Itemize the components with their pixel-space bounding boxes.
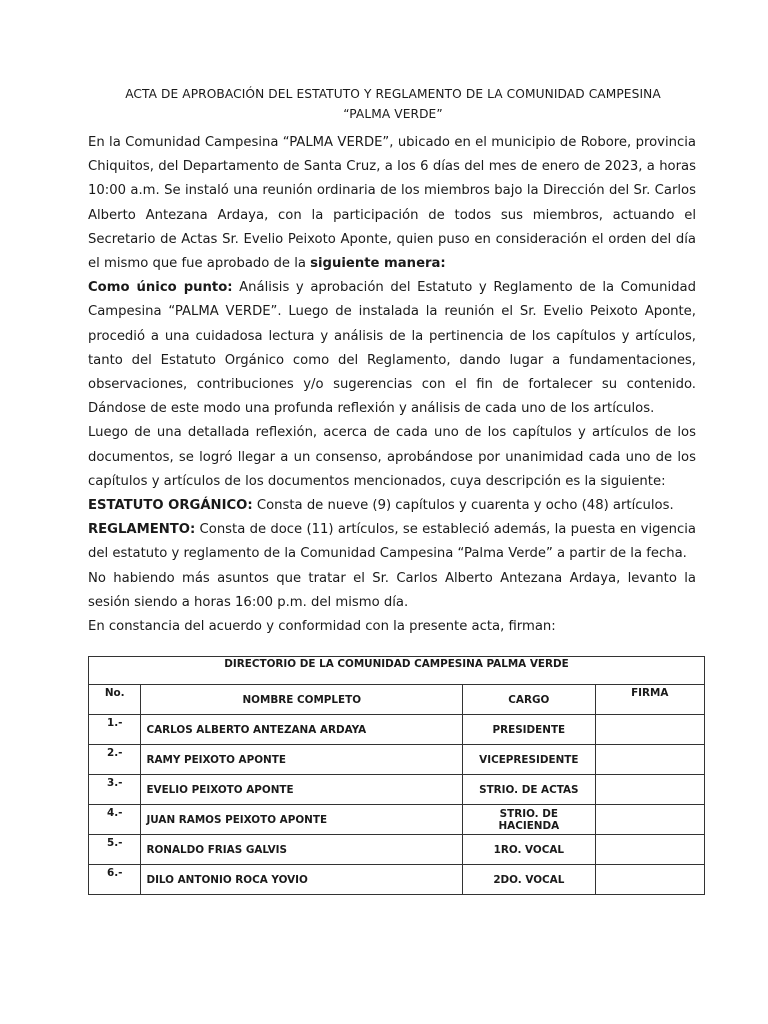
row-name: DILO ANTONIO ROCA YOVIO [141,865,463,895]
row-firma [595,835,704,865]
paragraph-estatuto [88,494,696,518]
paragraph-reglamento [88,518,696,566]
row-firma [595,745,704,775]
row-cargo: 2DO. VOCAL [463,865,595,895]
directorio-table [88,656,705,895]
table-row [89,745,705,775]
column-cargo: CARGO [463,685,595,715]
table-row [89,865,705,895]
row-name: RAMY PEIXOTO APONTE [141,745,463,775]
table-header: DIRECTORIO DE LA COMUNIDAD CAMPESINA PALMA VERDE [89,657,705,685]
table-row [89,835,705,865]
row-no: 3.- [89,775,141,805]
column-nombre: NOMBRE COMPLETO [141,685,463,715]
row-name: JUAN RAMOS PEIXOTO APONTE [141,805,463,835]
row-firma [595,715,704,745]
row-cargo: 1RO. VOCAL [463,835,595,865]
column-firma: FIRMA [595,685,704,715]
paragraph-signatures-intro: En constancia del acuerdo y conformidad con la presente acta, firman: [88,619,556,635]
row-cargo: VICEPRESIDENTE [463,745,595,775]
row-name: CARLOS ALBERTO ANTEZANA ARDAYA [141,715,463,745]
row-no: 1.- [89,715,141,745]
document-body [88,131,696,639]
row-name: EVELIO PEIXOTO APONTE [141,775,463,805]
document-title [88,84,698,124]
row-cargo: PRESIDENTE [463,715,595,745]
unique-point-label: Como único punto: [88,280,233,296]
row-no: 4.- [89,805,141,835]
table-row [89,715,705,745]
reglamento-label: REGLAMENTO: [88,522,196,538]
row-no: 2.- [89,745,141,775]
table-column-headers [89,685,705,715]
paragraph-unique-point [88,276,696,421]
row-no: 5.- [89,835,141,865]
paragraph-consensus: Luego de una detallada reflexión, acerca de cada uno de los capítulos y artículos de los documentos, se logró llegar a un consenso, aprobándose por unanimidad cada uno de los capítulos y artículos de los documentos mencionados, cuya descripción es la siguiente: [88,425,696,489]
title-line-2: “PALMA VERDE” [343,107,443,121]
paragraph-opening-text: En la Comunidad Campesina “PALMA VERDE”, ubicado en el municipio de Robore, provincia Chiquitos, del Departamento de Santa Cruz, a los 6 días del mes de enero de 2023, a horas 10:00 a.m. Se instaló una reunión ordinaria de los miembros bajo la Dirección del Sr. Carlos Alberto Antezana Ardaya, con la participación de todos sus miembros, actuando el Secretario de Actas Sr. Evelio Peixoto Aponte, quien puso en consideración el orden del día el mismo que fue aprobado de la [88,135,696,272]
column-no: No. [89,685,141,715]
row-firma [595,805,704,835]
unique-point-text: Análisis y aprobación del Estatuto y Reglamento de la Comunidad Campesina “PALMA VERDE”. Luego de instalada la reunión el Sr. Evelio Peixoto Aponte, procedió a una cuidadosa lectura y análisis de la pertinencia de los capítulos y artículos, tanto del Estatuto Orgánico como del Reglamento, dando lugar a fundamentaciones, observaciones, contribuciones y/o sugerencias con el fin de fortalecer su contenido. Dándose de este modo una profunda reflexión y análisis de cada uno de los artículos. [88,280,696,417]
reglamento-text: Consta de doce (11) artículos, se estableció además, la puesta en vigencia del estatuto y reglamento de la Comunidad Campesina “Palma Verde” a partir de la fecha. [88,522,696,562]
paragraph-opening-bold: siguiente manera: [310,256,446,272]
table-row [89,805,705,835]
estatuto-text: Consta de nueve (9) capítulos y cuarenta y ocho (48) artículos. [252,498,674,514]
row-cargo: STRIO. DE ACTAS [463,775,595,805]
row-firma [595,865,704,895]
table-row [89,775,705,805]
paragraph-opening [88,131,696,276]
row-cargo: STRIO. DE HACIENDA [463,805,595,835]
row-name: RONALDO FRIAS GALVIS [141,835,463,865]
title-line-1: ACTA DE APROBACIÓN DEL ESTATUTO Y REGLAMENTO DE LA COMUNIDAD CAMPESINA [125,87,661,101]
estatuto-label: ESTATUTO ORGÁNICO: [88,498,253,514]
row-no: 6.- [89,865,141,895]
paragraph-closing: No habiendo más asuntos que tratar el Sr. Carlos Alberto Antezana Ardaya, levanto la sesión siendo a horas 16:00 p.m. del mismo día. [88,570,696,610]
row-firma [595,775,704,805]
